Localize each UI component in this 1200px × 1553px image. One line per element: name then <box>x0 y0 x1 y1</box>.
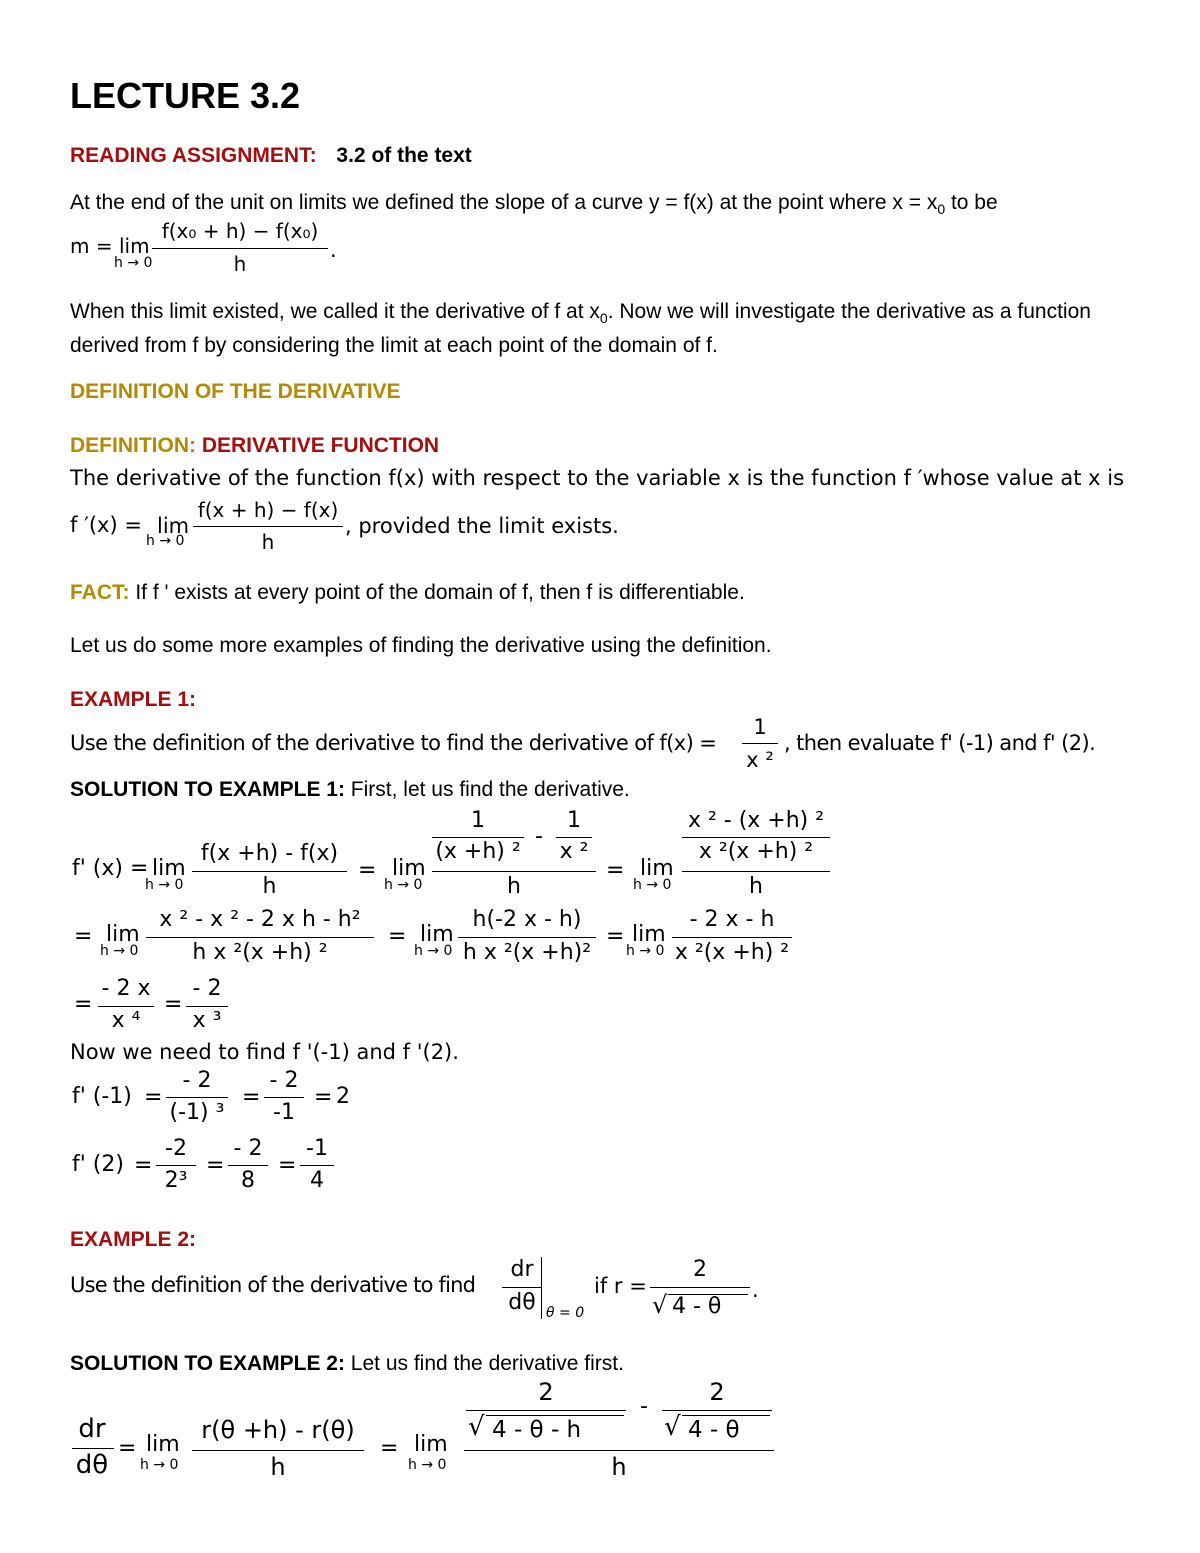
ex2-row-lim1: lim <box>146 1432 180 1457</box>
ex2-row-a-bar <box>466 1410 626 1411</box>
ex2-row-lhs-den: dθ <box>75 1450 109 1480</box>
ex2-row-lhs-num: dr <box>78 1414 106 1444</box>
example2-eval-at: θ = 0 <box>546 1305 585 1321</box>
para-text-b: . Now we will investigate the derivative as a function derived from f by considering the limit at each point of the domain of f. <box>70 300 1091 358</box>
ex1-eval2-c-bar <box>300 1165 334 1166</box>
intro-text-b: to be <box>945 191 998 214</box>
page-title: LECTURE 3.2 <box>70 75 301 116</box>
slope-lim-under: h → 0 <box>114 255 153 271</box>
ex2-row-f2-bar <box>464 1450 774 1451</box>
ex1-row1-f1-bar <box>192 871 347 872</box>
fact-text: If f ' exists at every point of the domain of f, then f is differentiable. <box>129 581 745 604</box>
ex1-eval2-eq3: = <box>278 1153 297 1178</box>
fact-label: FACT: <box>70 581 130 604</box>
ex2-row-a-num: 2 <box>538 1378 554 1406</box>
ex2-row-minus: - <box>640 1394 648 1419</box>
example2-d-num: dr <box>510 1257 534 1282</box>
definition-text: The derivative of the function f(x) with respect to the variable x is the function f ′whose value at x is <box>70 466 1125 490</box>
definition-label: DEFINITION: <box>70 434 196 457</box>
ex1-row1-f2-a-bar <box>432 837 524 838</box>
example2-root-icon: √ <box>652 1291 668 1319</box>
ex1-row1-lim3-under: h → 0 <box>633 877 672 893</box>
example1-frac-den: x ² <box>746 748 774 772</box>
ex1-eval2-b-num: - 2 <box>233 1136 263 1161</box>
example2-r-bar <box>650 1287 750 1288</box>
ex1-evaluate-text: Now we need to find f '(-1) and f '(2). <box>70 1040 459 1064</box>
example1-frac-num: 1 <box>753 715 767 739</box>
ex2-row-lhs-bar <box>72 1448 114 1449</box>
ex1-row3-f1-bar <box>98 1006 154 1007</box>
ex1-row1-f3-bar <box>682 871 830 872</box>
ex2-row-f1-num: r(θ +h) - r(θ) <box>201 1416 355 1444</box>
ex1-row2-lim3-under: h → 0 <box>626 943 665 959</box>
ex1-row1-f2-bar <box>432 871 596 872</box>
ex1-eval1-eq2: = <box>242 1085 261 1110</box>
ex1-row2-f1-den: h x ²(x +h) ² <box>192 940 328 965</box>
ex2-row-eq1: = <box>118 1436 137 1461</box>
ex1-eval1-b-num: - 2 <box>269 1068 299 1093</box>
ex1-row1-f2-b-num: 1 <box>567 808 581 833</box>
ex1-row2-f2-bar <box>458 937 596 938</box>
reading-value: 3.2 of the text <box>336 144 472 167</box>
slope-numerator: f(x₀ + h) − f(x₀) <box>161 219 319 243</box>
ex1-row1-f3-top-num: x ² - (x +h) ² <box>687 808 825 833</box>
ex1-row1-f2-den: h <box>507 874 521 899</box>
example2-text: Use the definition of the derivative to find <box>70 1273 476 1297</box>
example1-solution-text: First, let us find the derivative. <box>344 778 630 801</box>
ex1-row3-f2-num: - 2 <box>192 976 222 1001</box>
ex2-row-f2-den: h <box>611 1453 627 1481</box>
ex1-row1-f2-a-den: (x +h) ² <box>435 839 521 864</box>
intro-paragraph <box>70 298 1140 359</box>
para-sub: 0 <box>599 310 608 327</box>
example2-r-root: 4 - θ <box>672 1294 722 1319</box>
ex1-row2-f3-bar <box>672 937 792 938</box>
ex2-row-b-root-icon: √ <box>664 1412 681 1442</box>
fact <box>70 582 745 603</box>
ex1-row2-f2-num: h(-2 x - h) <box>472 907 582 932</box>
ex1-row2-lim1-under: h → 0 <box>100 943 139 959</box>
definition-denominator: h <box>261 530 275 554</box>
ex1-row2-lim2-under: h → 0 <box>414 943 453 959</box>
example1-solution-label: SOLUTION TO EXAMPLE 1: <box>70 778 345 801</box>
example2-if-text: if r = <box>594 1274 647 1298</box>
intro-line <box>70 192 998 216</box>
ex2-row-lim1-under: h → 0 <box>140 1457 179 1473</box>
para-text-a: When this limit existed, we called it the derivative of f at x <box>70 300 600 323</box>
ex2-row-lim2-under: h → 0 <box>408 1457 447 1473</box>
ex1-row1-lim1: lim <box>152 856 186 881</box>
ex1-eval2-c-num: -1 <box>306 1136 328 1161</box>
example2-d-den: dθ <box>508 1290 536 1315</box>
ex1-eval2-b-den: 8 <box>241 1168 255 1193</box>
ex1-row1-lim2: lim <box>392 856 426 881</box>
definition-tail: , provided the limit exists. <box>345 514 619 538</box>
intro-text-a: At the end of the unit on limits we defined the slope of a curve y = f(x) at the point where x = x <box>70 191 938 214</box>
definition-lim-under: h → 0 <box>146 533 185 549</box>
definition-title: DERIVATIVE FUNCTION <box>201 434 440 457</box>
ex1-row1-f3-top-den: x ²(x +h) ² <box>698 839 814 864</box>
ex1-row2-eq2: = <box>388 924 407 949</box>
ex1-eval1-lhs: f' (-1) <box>72 1084 132 1109</box>
ex2-row-f1-bar <box>192 1450 364 1451</box>
ex1-eval1-b-bar <box>264 1097 304 1098</box>
ex1-eval2-lhs: f' (2) <box>72 1152 124 1177</box>
ex1-row3-f1-den: x ⁴ <box>111 1008 141 1033</box>
ex1-eval2-eq2: = <box>206 1153 225 1178</box>
ex1-eval2-b-bar <box>228 1165 268 1166</box>
ex1-eval2-eq1: = <box>134 1153 153 1178</box>
ex1-row1-eq1: = <box>358 858 377 883</box>
slope-period: . <box>330 238 337 262</box>
ex1-row2-eq3: = <box>606 924 625 949</box>
example1-frac-bar <box>742 743 778 744</box>
reading-assignment <box>70 145 472 166</box>
ex1-row2-f3-den: x ²(x +h) ² <box>674 940 790 965</box>
definition-lim: lim <box>157 514 190 538</box>
ex1-eval2-a-bar <box>156 1165 196 1166</box>
ex2-row-a-root-icon: √ <box>468 1412 485 1442</box>
ex2-row-f1-den: h <box>270 1453 286 1481</box>
ex2-row-a-root: 4 - θ - h <box>492 1417 582 1443</box>
ex1-row1-f3-den: h <box>749 874 763 899</box>
example1-text: Use the definition of the derivative to find the derivative of f(x) = <box>70 731 717 755</box>
ex2-row-b-num: 2 <box>709 1378 725 1406</box>
intro-sub: 0 <box>937 201 946 218</box>
ex1-eval1-a-num: - 2 <box>182 1068 212 1093</box>
example1-text-after: , then evaluate f' (-1) and f' (2). <box>784 731 1096 755</box>
ex1-row2-f1-num: x ² - x ² - 2 x h - h² <box>159 907 361 932</box>
ex1-row3-f1-num: - 2 x <box>101 976 151 1001</box>
ex1-row1-f2-b-bar <box>556 837 592 838</box>
ex2-row-eq2: = <box>380 1436 399 1461</box>
ex1-eval2-a-num: -2 <box>165 1136 187 1161</box>
example2-period: . <box>752 1278 759 1302</box>
ex1-row1-eq2: = <box>606 858 625 883</box>
ex1-row3-f2-den: x ³ <box>192 1008 222 1033</box>
ex1-eval2-a-den: 2³ <box>164 1168 188 1193</box>
section-heading: DEFINITION OF THE DERIVATIVE <box>70 380 401 403</box>
slope-lhs: m = lim <box>70 234 150 258</box>
ex2-row-a-root-bar <box>486 1415 624 1416</box>
ex1-row2-lim1: lim <box>106 922 140 947</box>
ex1-eval2-c-den: 4 <box>310 1168 324 1193</box>
reading-label: READING ASSIGNMENT: <box>70 144 317 167</box>
example2-solution-label: SOLUTION TO EXAMPLE 2: <box>70 1352 345 1375</box>
ex1-row2-eq1: = <box>74 924 93 949</box>
ex1-row1-f1-den: h <box>262 874 277 899</box>
definition-fraction-bar <box>193 526 343 527</box>
example2-solution-text: Let us find the derivative first. <box>344 1352 624 1375</box>
ex2-row-b-bar <box>662 1410 772 1411</box>
example2-label: EXAMPLE 2: <box>70 1228 197 1251</box>
ex1-eval1-eq1: = <box>144 1085 163 1110</box>
ex1-row1-f2-a-num: 1 <box>471 808 485 833</box>
definition-heading <box>70 435 439 456</box>
example2-solution <box>70 1353 624 1374</box>
ex1-row1-lim3: lim <box>640 856 674 881</box>
ex2-row-b-root-bar <box>682 1415 770 1416</box>
ex1-row1-f1-num: f(x +h) - f(x) <box>200 841 339 866</box>
ex1-row2-lim2: lim <box>420 922 454 947</box>
ex2-row-lim2: lim <box>414 1432 448 1457</box>
ex1-row2-f2-den: h x ²(x +h)² <box>462 940 592 965</box>
ex1-row1-f3-top-bar <box>682 837 830 838</box>
ex1-eval1-a-den: (-1) ³ <box>169 1100 225 1125</box>
ex1-eval1-eq3: = <box>314 1085 333 1110</box>
definition-lhs: f ′(x) = <box>70 513 142 537</box>
ex1-row1-lhs: f' (x) = <box>72 856 149 881</box>
slope-fraction-bar <box>152 248 328 249</box>
ex1-eval1-result: 2 <box>336 1084 350 1109</box>
definition-numerator: f(x + h) − f(x) <box>197 498 339 522</box>
example1-solution <box>70 779 630 800</box>
ex1-row2-f3-num: - 2 x - h <box>689 907 775 932</box>
slope-denominator: h <box>233 252 247 276</box>
ex1-row3-eq1: = <box>74 992 93 1017</box>
lead-in: Let us do some more examples of finding the derivative using the definition. <box>70 634 772 657</box>
ex1-row3-f2-bar <box>186 1006 228 1007</box>
ex1-row3-eq2: = <box>164 992 183 1017</box>
ex1-row2-f1-bar <box>146 937 374 938</box>
example2-d-bar <box>502 1287 542 1288</box>
ex1-eval1-a-bar <box>166 1097 228 1098</box>
ex1-row2-lim3: lim <box>632 922 666 947</box>
ex1-row1-f2-minus: - <box>535 824 543 849</box>
ex1-row1-f2-b-den: x ² <box>559 839 589 864</box>
example2-r-num: 2 <box>693 1257 707 1282</box>
ex1-row1-lim2-under: h → 0 <box>384 877 423 893</box>
ex1-eval1-b-den: -1 <box>273 1100 295 1125</box>
ex1-row1-lim1-under: h → 0 <box>145 877 184 893</box>
ex2-row-b-root: 4 - θ <box>688 1417 740 1443</box>
example2-eval-bar <box>541 1257 542 1319</box>
example1-label: EXAMPLE 1: <box>70 688 197 711</box>
